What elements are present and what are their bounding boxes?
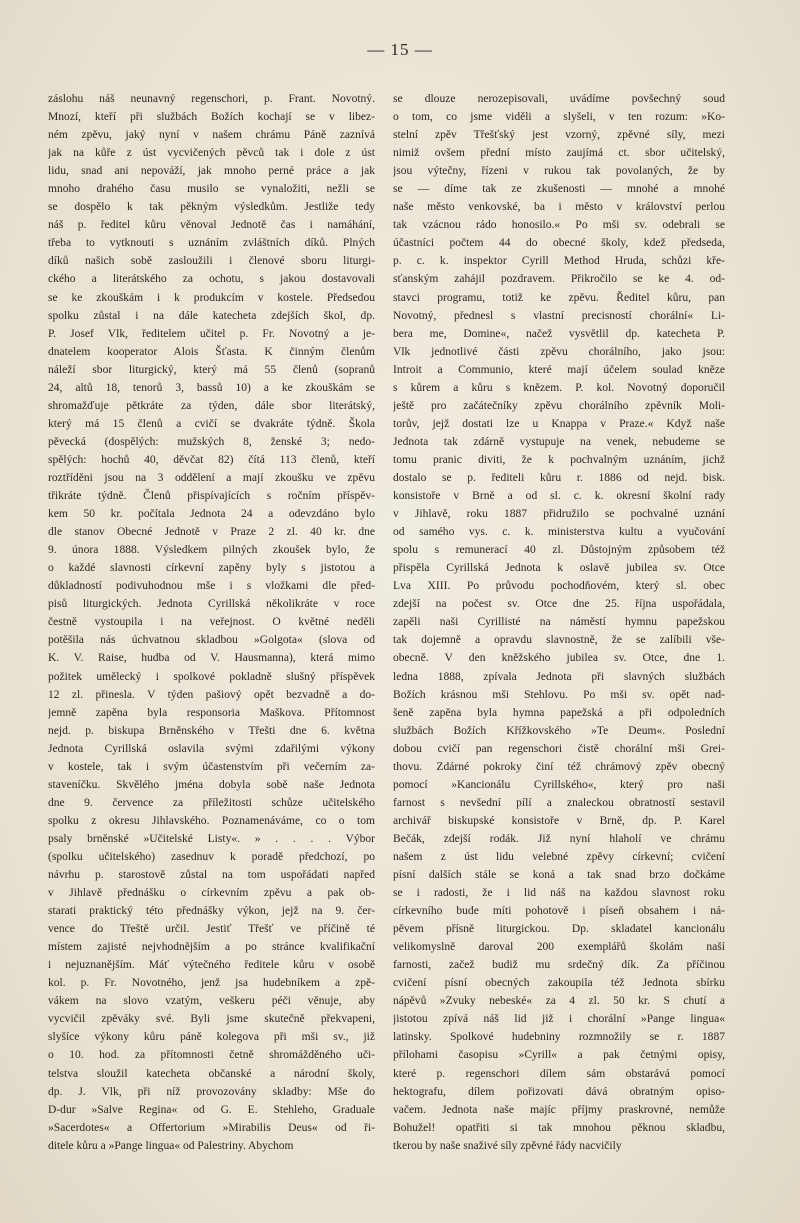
text-line: dle stanov Obecné Jednotě v Praze 2 zl. 40 kr. dne [48,526,375,539]
text-line: thovu. Zdárné pokroky činí též chrámový zpěv obecný [393,760,725,773]
text-line: třeba to vytknouti s uznáním zvláštních díků. Plných [48,237,375,250]
text-line: se dlouze nerozepisovali, uvádíme povšechný soud [393,93,725,105]
text-line: vycvičil zpěváky své. Byli jsme skutečně překvapeni, [48,1013,375,1026]
text-line: lidu, snad ani nepováží, jak mnoho perné práce a jak [48,165,375,178]
text-line: Božích krásnou mši Stehlovu. Po mši sv. opět nad- [393,688,725,701]
text-line: (spolku učitelského) zasednuv k poradě předchozí, po [48,850,375,863]
text-line: v Jihlavě přednášku o církevním zpěvu a pak ob- [48,887,375,900]
text-line: nejd. p. biskupa Brněnského v Třešti dne 6. května [48,724,375,737]
text-line: starati praktický této přednášky výkon, jejž na 9. čer- [48,905,375,918]
text-line: D-dur »Salve Regina« od G. E. Stehleho, Graduale [48,1103,375,1116]
text-line: díků našich sobě zasloužili i členové sboru liturgi- [48,255,375,268]
text-line: který má 15 členů a cvičí se dvakráte týdně. Škola [48,417,375,430]
right-column [393,90,725,1155]
text-line: tkerou by naše snaživé síly zpěvné řády nacvičily [393,1139,622,1152]
text-line: náleží sbor liturgický, který má 55 členů (sopranů [48,363,375,376]
text-line: ledna 1888, zpívala Jednota při slavných službách [393,670,725,683]
text-line: Mnozí, kteří při službách Božích kochají se v libez- [48,111,375,124]
text-line: potěšila nás úchvatnou skladbou »Golgota« (slova od [48,634,375,647]
text-line: Bečák, zdejší rodák. Již nyní hlaholí ve chrámu [393,832,725,845]
text-line: které p. regenschori dílem sám obstarává pomocí [393,1067,725,1080]
text-line: třikráte týdně. Členů přispívajících s ročním příspěv- [48,490,375,503]
text-line: našem z úst lidu velebné zpěvy církevní; cvičení [393,850,725,863]
text-line: dnatelem kooperator Alois Šťasta. K činným členům [48,345,375,358]
text-line: se — díme tak ze zkušenosti — mnohé a mnohé [393,183,725,196]
text-line: spolu s remunerací 40 zl. Důstojným způsobem též [393,544,725,557]
text-line: farnost s nevšední pílí a znaleckou obratností sestavil [393,796,725,809]
text-line: tomu pranic diviti, že k pochvalným uznáním, jichž [393,453,725,466]
text-line: Lva XIII. Po průvodu pochodňovém, který sl. obec [393,580,725,593]
text-line: mnoho drahého času musilo se vynaložiti, nežli se [48,183,375,196]
text-line: ditele kůru a »Pange lingua« od Palestriny. Abychom [48,1139,294,1152]
text-line: účastníci počtem 44 do obecné školy, kdež předseda, [393,237,725,250]
text-line: o každé slavnosti církevní zapěny byly s jistotou a [48,562,375,575]
text-line: i nejuznanějším. Máť výtečného ředitele kůru v osobě [48,959,375,972]
text-line: K. V. Raise, hudba od V. Hausmanna), která mimo [48,652,375,665]
text-line: Novotný, přednesl s vlastní precisností chorální« Li- [393,309,725,322]
text-line: 12 zl. přinesla. V týden pašiový opět bezvadně a do- [48,688,375,701]
text-line: kem 50 kr. počítala Jednota 24 a odevzdáno bylo [48,508,375,521]
text-line: P. Josef Vlk, ředitelem učitel p. Fr. Novotný a je- [48,327,375,340]
text-line: cvičení písní obecných zakoupila též Jednota sbírku [393,977,725,990]
text-line: od samého vys. c. k. ministerstva kultu a vyučování [393,526,725,539]
text-line: 9. února 1888. Výsledkem pilných zkoušek bylo, že [48,544,375,557]
text-line: 24, altů 18, tenorů 3, bassů 10) a ke zkouškám se [48,381,375,394]
text-line: v Jihlavě, roku 1887 přidružilo se pochvalné uznání [393,508,725,521]
text-line: roztříděni jsou na 3 oddělení a mají zkoušku ve zpěvu [48,471,375,484]
text-line: záslohu náš neunavný regenschori, p. Frant. Novotný. [48,93,375,105]
text-line: vence do Třeště určil. Jestiť Třešť ve příčině té [48,923,375,936]
text-line: s kůrem a kůru s knězem. P. kol. Novotný doporučil [393,381,725,394]
text-line: kol. p. Fr. Novotného, jenž jsa hudebníkem a zpě- [48,977,375,990]
text-line: »Sacerdotes« a Offertorium »Mirabilis Deus« od ři- [48,1121,375,1134]
text-line: tak dojemně a opravdu slavnostně, že se zalíbili vše- [393,634,725,647]
text-line: o tom, co jsme viděli a slyšeli, v ten rozum: »Ko- [393,111,725,124]
text-line: archivář biskupské konsistoře v Brně, dp. P. Karel [393,814,725,827]
text-line: spolku zůstal i na dále katecheta zdejších škol, dp. [48,309,375,322]
text-line: ckého a literátského za ochotu, s jakou dostavovali [48,273,375,286]
text-line: náš p. ředitel kůru věnoval Jednotě čas i namáhání, [48,219,375,232]
text-line: o 10. hod. za přítomnosti četně shromážděného uči- [48,1049,375,1062]
text-line: pomocí »Kancionálu Cyrillského«, který pro naši [393,778,725,791]
text-line: Introit a Communio, které mají účelem soulad kněze [393,363,725,376]
text-line: písní dalších stále se koná a tak snad brzo dočkáme [393,869,725,882]
text-line: pěvecká (dospělých: mužských 8, ženské 3; nedo- [48,435,375,448]
text-line: tak vzácnou rádo honosilo.« Po mši sv. odebrali se [393,219,725,232]
page-number: — 15 — [367,40,433,59]
text-line: dobou cvičí pan regenschori čistě chorální mši Grei- [393,742,725,755]
text-line: dne 9. července za příležitosti schůze učitelského [48,796,375,809]
text-line: zapěli naši Cyrillisté na náměstí hymnu papežskou [393,616,725,629]
text-line: ještě pro začátečníky zpěvu chorálního zpěvník Moli- [393,399,725,412]
text-line: vačem. Jednota naše majíc příjmy praskrovné, nemůže [393,1103,725,1116]
text-line: místem zajisté nejvhodnějším a po stránce kvalifikační [48,941,375,954]
text-line: obecně. V den kněžského jubilea sv. Otce, dne 1. [393,652,725,665]
text-line: psaly brněnské »Učitelské Listy«. » . . . . Výbor [48,832,375,845]
text-line: jak na kůře z úst vycvičených pěvců tak i dole z úst [48,147,375,160]
text-line: pěvem přísně liturgickou. Dp. skladatel kancionálu [393,923,725,936]
text-line: latinsky. Spolkové hudebniny rozmnožily se r. 1887 [393,1031,725,1044]
text-line: Jednota Cyrillská oslavila svými zdařilými výkony [48,742,375,755]
text-line: ném zpěvu, jaký nyní v našem chrámu Páně zaznívá [48,129,375,142]
text-line: slyšíce výkony kůru páně kolegova při mši sv., již [48,1031,375,1044]
text-line: naše město venkovské, ba i město v království perlou [393,201,725,214]
text-line: přispěla Cyrillská Jednota k oslavě jubilea sv. Otce [393,562,725,575]
text-line: sťanským zahájil pozdravem. Přikročilo se ke 4. od- [393,273,725,286]
text-line: nápěvů »Zvuky nebeské« za 4 zl. 50 kr. S chutí a [393,995,725,1008]
text-line: konsistoře v Brně a od sl. c. k. okresní školní rady [393,490,725,503]
text-line: stelní zpěv Třešťský jest vzorný, zpěvné síly, mezi [393,129,725,142]
text-line: čestně vystoupila i na veřejnost. O květné neděli [48,616,375,629]
text-line: církevního bude míti pohotově i píseň obsahem i ná- [393,905,725,918]
text-line: službách Božích Křížkovského »Te Deum«. Poslední [393,724,725,737]
text-line: telstva sloužil katecheta občanské a národní školy, [48,1067,375,1080]
text-line: návrhu p. starostově zůstal na tom uspořádati napřed [48,869,375,882]
text-line: se i radosti, že i lid náš na každou slavnost roku [393,887,725,900]
text-line: šeně zapěna byla hymna papežská a při odpoledních [393,706,725,719]
text-line: dp. J. Vlk, při níž provozovány skladby: Mše do [48,1085,375,1098]
text-line: důkladností podivuhodnou mše i s vložkami dle před- [48,580,375,593]
text-line: Vlk jednotlivé části zpěvu chorálního, jako jsou: [393,345,725,358]
text-line: dostalo se p. řediteli kůru r. 1886 od nejd. bisk. [393,471,725,484]
text-line: spělých: hochů 40, děvčat 82) čítá 113 členů, kteří [48,453,375,466]
text-line: farnosti, začež budiž mu srdečný dík. Za příčinou [393,959,725,972]
text-line: spolku z okresu Jihlavského. Poznamenáváme, co o tom [48,814,375,827]
text-line: bera me, Domine«, načež vysvětlil dp. katecheta P. [393,327,725,340]
text-line: v kostele, tak i svým účastenstvím při večerním za- [48,760,375,773]
text-line: staveníčku. Skvělého jména dobyla sobě naše Jednota [48,778,375,791]
text-line: se ke zkouškám i k produkcím v kostele. Předsedou [48,291,375,304]
text-line: přílohami časopisu »Cyrill« a pak četnými opisy, [393,1049,725,1062]
text-line: velikomyslně daroval 200 exemplářů školám naší [393,941,725,954]
text-line: se dospělo k tak pěkným výsledkům. Jestliže tedy [48,201,375,214]
text-line: jistotou zpívá náš lid již i chorální »Pange lingua« [393,1013,725,1026]
text-line: stavci programu, totiž ke zpěvu. Ředitel kůru, pan [393,291,725,304]
text-line: požitek umělecký i spolkové pokladně slušný příspěvek [48,670,375,683]
text-line: jsou výtečny, řízeni v rukou tak povolaných, že by [393,165,725,178]
text-line: nimiž ovšem přední místo zaujímá ct. sbor učitelský, [393,147,725,160]
text-line: zdejší na počest sv. Otce dne 25. října uspořádala, [393,598,725,611]
text-line: Jednota tak zdárně vystupuje na venek, nebudeme se [393,435,725,448]
text-line: shromažďuje pětkráte za týden, dále sbor literátský, [48,399,375,412]
text-line: torův, jejž dostati lze u Knappa v Praze.« Když naše [393,417,725,430]
text-line: Bohužel! opatřiti si tak mnohou pěknou skladbu, [393,1121,725,1134]
text-line: hektografu, dílem pořizovati dává obratným opiso- [393,1085,725,1098]
text-line: p. c. k. inspektor Cyrill Method Hruda, schůzi kře- [393,255,725,268]
left-column [48,90,375,1155]
text-line: pisů liturgických. Jednota Cyrillská několikráte v roce [48,598,375,611]
text-line: jemně zapěna byla responsoria Maškova. Přítomnost [48,706,375,719]
text-line: vákem na slovo vzatým, veškeru péči věnuje, aby [48,995,375,1008]
